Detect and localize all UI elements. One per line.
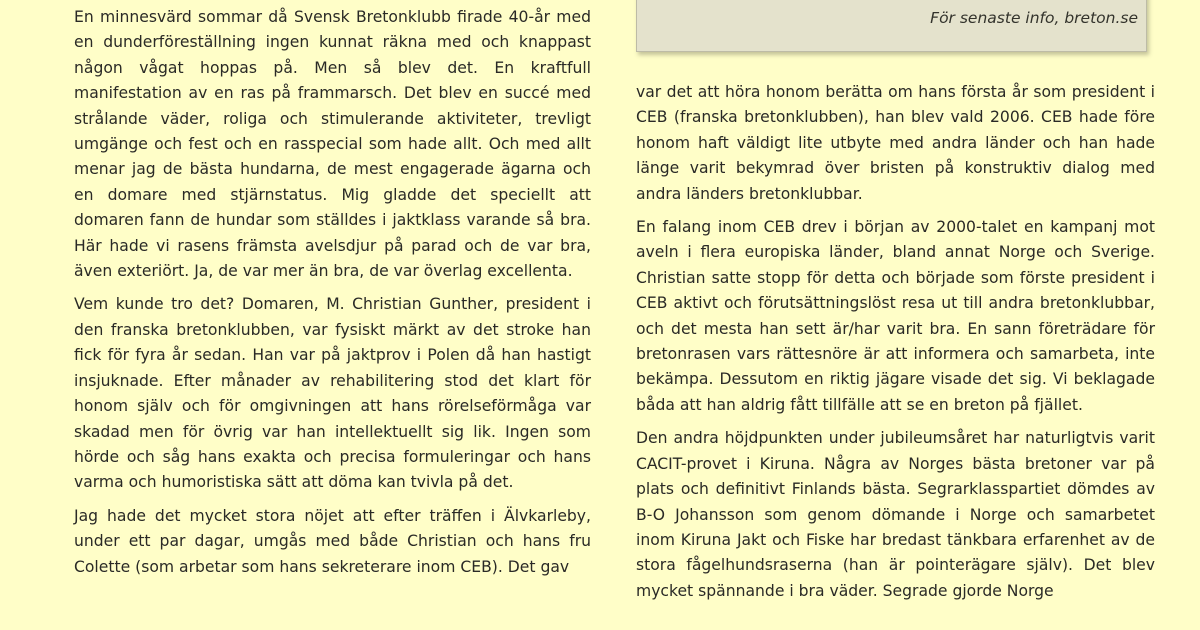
article-paragraph-5: En falang inom CEB drev i början av 2000-talet en kampanj mot aveln i flera europiska länder, bland annat Norge och Sverige. Christian satte stopp för detta och började som förste president i CEB aktivt och förutsättningslöst resa ut till andra bretonklubbar, och det mesta han sett är/har varit bra. En sann företrädare för bretonrasen vars rättesnöre är att informera och samarbeta, inte bekämpa. Dessutom en riktig jägare visade det sig. Vi beklagade båda att han aldrig fått tillfälle att se en breton på fjället. <box>636 218 1155 414</box>
article-paragraph-4: var det att höra honom berätta om hans första år som president i CEB (franska bretonklubben), han blev vald 2006. CEB hade före honom haft väldigt lite utbyte med andra länder och han hade länge varit bekymrad över bristen på konstruktiv dialog med andra länders bretonklubbar. <box>636 83 1155 203</box>
left-column <box>74 0 591 588</box>
article-paragraph-2: Vem kunde tro det? Domaren, M. Christian Gunther, president i den franska bretonklubben, var fysiskt märkt av det stroke han fick för fyra år sedan. Han var på jaktprov i Polen då han hastigt insjuknade. Efter månader av rehabilitering stod det klart för honom själv och för omgivningen att hans rörelseförmåga var skadad men för övrig var han intellektuellt sig lik. Ingen som hörde och såg hans exakta och precisa formuleringar och hans varma och humoristiska sätt att döma kan tvivla på det. <box>74 295 591 492</box>
article-paragraph-6: Den andra höjdpunkten under jubileumsåret har naturligtvis varit CACIT-provet i Kiruna. Några av Norges bästa bretoner var på plats och definitivt Finlands bästa. Segrarklasspartiet dömdes av B-O Johansson som genom dömande i Norge och samarbetet inom Kiruna Jakt och Fiske har bredast tänkbara erfarenhet av de stora fågelhundsraserna (han är pointerägare själv). Det blev mycket spännande i bra väder. Segrade gjorde Norge <box>636 429 1155 600</box>
article-paragraph-3: Jag hade det mycket stora nöjet att efter träffen i Älvkarleby, under ett par dagar, umgås med både Christian och hans fru Colette (som arbetar som hans sekreterare inom CEB). Det gav <box>74 506 591 576</box>
right-column <box>636 80 1155 612</box>
info-caption: För senaste info, breton.se <box>930 9 1138 27</box>
info-box <box>636 0 1147 52</box>
article-paragraph-1: En minnesvärd sommar då Svensk Bretonklubb firade 40-år med en dunderföreställning ingen kunnat räkna med och knappast någon vågat hoppas på. Men så blev det. En kraftfull manifestation av en ras på frammarsch. Det blev en succé med strålande väder, roliga och stimulerande aktiviteter, trevligt umgänge och fest och en rasspecial som hade allt. Och med allt menar jag de bästa hundarna, de mest engagerade ägarna och en domare med stjärnstatus. Mig gladde det speciellt att domaren fann de hundar som ställdes i jaktklass varande så bra. Här hade vi rasens främsta avelsdjur på parad och de var bra, även exteriört. Ja, de var mer än bra, de var överlag excellenta. <box>74 8 591 281</box>
